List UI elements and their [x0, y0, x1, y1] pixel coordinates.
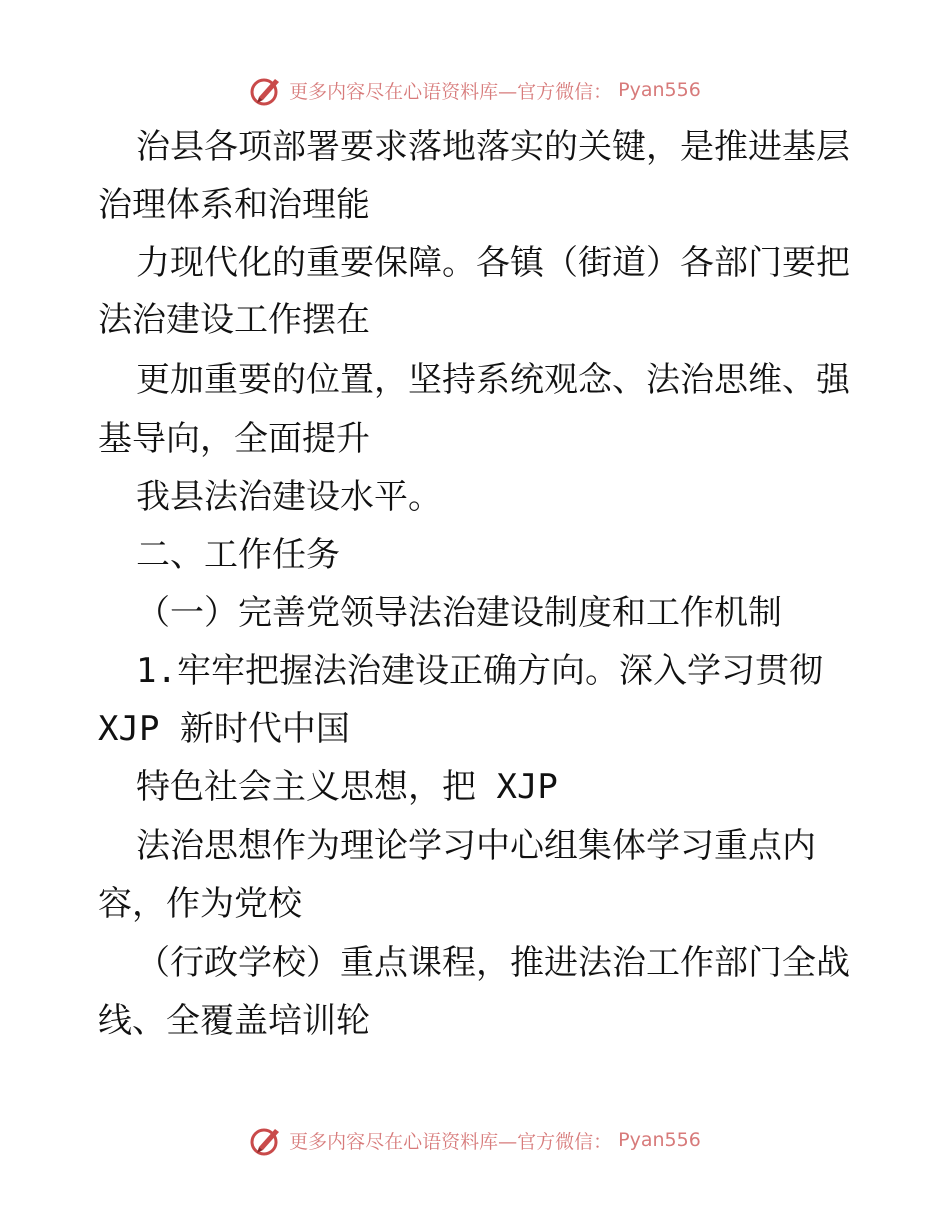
pen-in-circle-icon: [249, 73, 283, 107]
text-line: 法治建设工作摆在: [98, 300, 370, 340]
text-line: 治县各项部署要求落地落实的关键，是推进基层: [136, 127, 850, 167]
text-line: 线、全覆盖培训轮: [98, 1001, 370, 1041]
text-line: 法治思想作为理论学习中心组集体学习重点内: [136, 826, 816, 866]
watermark-contact: Pyan556: [618, 1129, 701, 1151]
subsection-heading: （一）完善党领导法治建设制度和工作机制: [136, 593, 782, 633]
watermark-text: 更多内容尽在心语资料库—官方微信：: [289, 80, 613, 103]
header-watermark: [0, 70, 950, 110]
watermark-contact: Pyan556: [618, 79, 701, 101]
section-heading: 二、工作任务: [136, 535, 340, 575]
text-line: 更加重要的位置，坚持系统观念、法治思维、强: [136, 360, 850, 400]
text-line: 特色社会主义思想，把 XJP: [136, 767, 558, 807]
text-line: 力现代化的重要保障。各镇（街道）各部门要把: [136, 243, 850, 283]
text-line: （行政学校）重点课程，推进法治工作部门全战: [136, 943, 850, 983]
pen-in-circle-icon: [249, 1123, 283, 1157]
text-line: XJP 新时代中国: [98, 709, 350, 749]
text-line: 治理体系和治理能: [98, 185, 370, 225]
text-line: 基导向，全面提升: [98, 419, 370, 459]
footer-watermark: [0, 1120, 950, 1160]
watermark-text: 更多内容尽在心语资料库—官方微信：: [289, 1130, 613, 1153]
text-line: 我县法治建设水平。: [136, 477, 442, 517]
text-line: 1.牢牢把握法治建设正确方向。深入学习贯彻: [136, 651, 823, 691]
text-line: 容，作为党校: [98, 884, 302, 924]
